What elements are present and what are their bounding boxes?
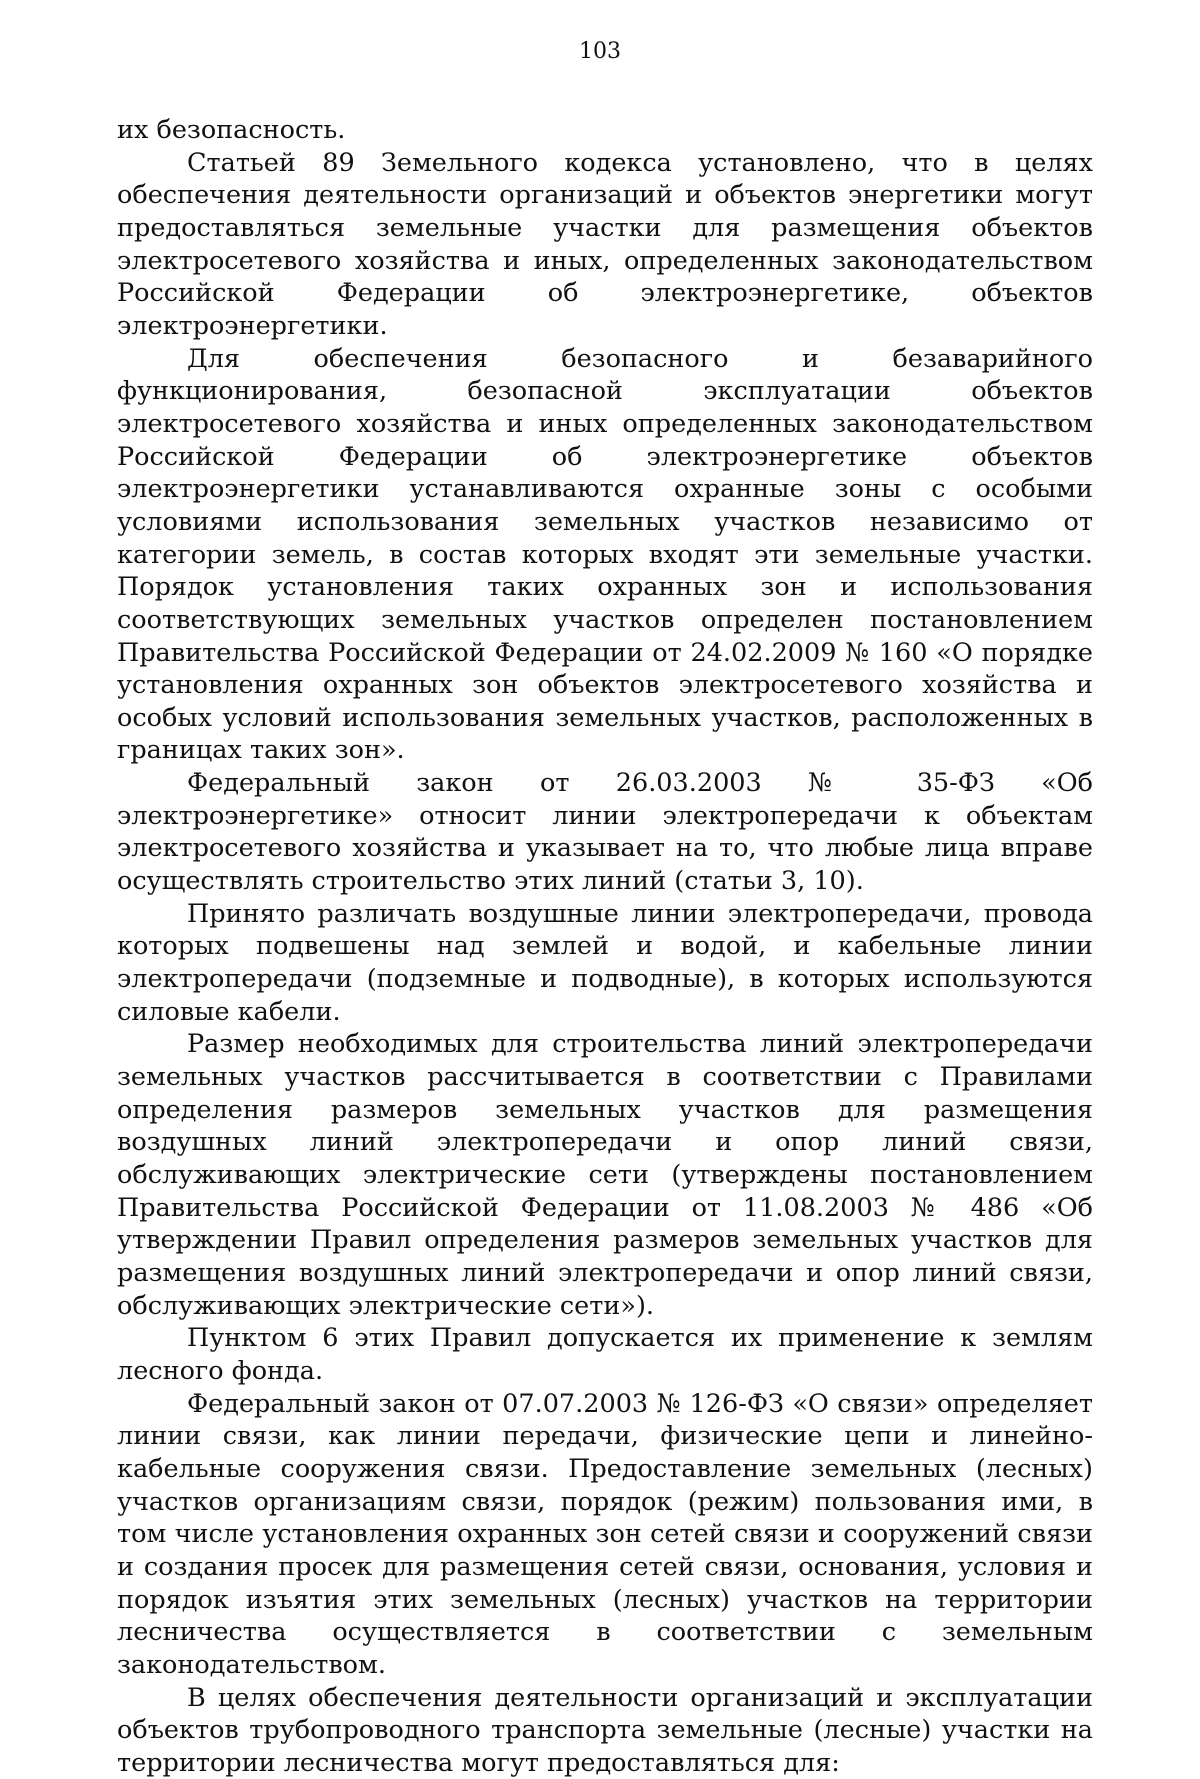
paragraph-continuation: их безопасность. [117,114,1093,147]
paragraph-protection-zones: Для обеспечения безопасного и безаварийного функционирования, безопасной эксплуатации объектов электросетевого хозяйства и иных определенных законодательством Российской Федерации об электроэнергетике объектов электроэнергетики устанавливаются охранные зоны с особыми условиями использования земельных участков независимо от категории земель, в состав которых входят эти земельные участки. Порядок установления таких охранных зон и использования соответствующих земельных участков определен постановлением Правительства Российской Федерации от 24.02.2009 № 160 «О порядке установления охранных зон объектов электросетевого хозяйства и особых условий использования земельных участков, расположенных в границах таких зон». [117,343,1093,768]
paragraph-article-89: Статьей 89 Земельного кодекса установлено, что в целях обеспечения деятельности организаций и объектов энергетики могут предоставляться земельные участки для размещения объектов электросетевого хозяйства и иных, определенных законодательством Российской Федерации об электроэнергетике, объектов электроэнергетики. [117,147,1093,343]
paragraph-power-line-types: Принято различать воздушные линии электропередачи, провода которых подвешены над землей и водой, и кабельные линии электропередачи (подземные и подводные), в которых используются силовые кабели. [117,898,1093,1029]
paragraph-pipeline-transport: В целях обеспечения деятельности организаций и эксплуатации объектов трубопроводного транспорта земельные (лесные) участки на территории лесничества могут предоставляться для: [117,1682,1093,1779]
page-number: 103 [0,38,1200,66]
paragraph-federal-law-35: Федеральный закон от 26.03.2003 № 35-ФЗ «Об электроэнергетике» относит линии электропередачи к объектам электросетевого хозяйства и указывает на то, что любые лица вправе осуществлять строительство этих линий (статьи 3, 10). [117,767,1093,898]
paragraph-land-plot-size: Размер необходимых для строительства линий электропередачи земельных участков рассчитывается в соответствии с Правилами определения размеров земельных участков для размещения воздушных линий электропередачи и опор линий связи, обслуживающих электрические сети (утверждены постановлением Правительства Российской Федерации от 11.08.2003 № 486 «Об утверждении Правил определения размеров земельных участков для размещения воздушных линий электропередачи и опор линий связи, обслуживающих электрические сети»). [117,1028,1093,1322]
paragraph-federal-law-126: Федеральный закон от 07.07.2003 № 126-ФЗ «О связи» определяет линии связи, как линии передачи, физические цепи и линейно-кабельные сооружения связи. Предоставление земельных (лесных) участков организациям связи, порядок (режим) пользования ими, в том числе установления охранных зон сетей связи и сооружений связи и создания просек для размещения сетей связи, основания, условия и порядок изъятия этих земельных (лесных) участков на территории лесничества осуществляется в соответствии с земельным законодательством. [117,1388,1093,1682]
paragraph-rule-6: Пунктом 6 этих Правил допускается их применение к землям лесного фонда. [117,1322,1093,1387]
document-body [117,114,1093,1779]
